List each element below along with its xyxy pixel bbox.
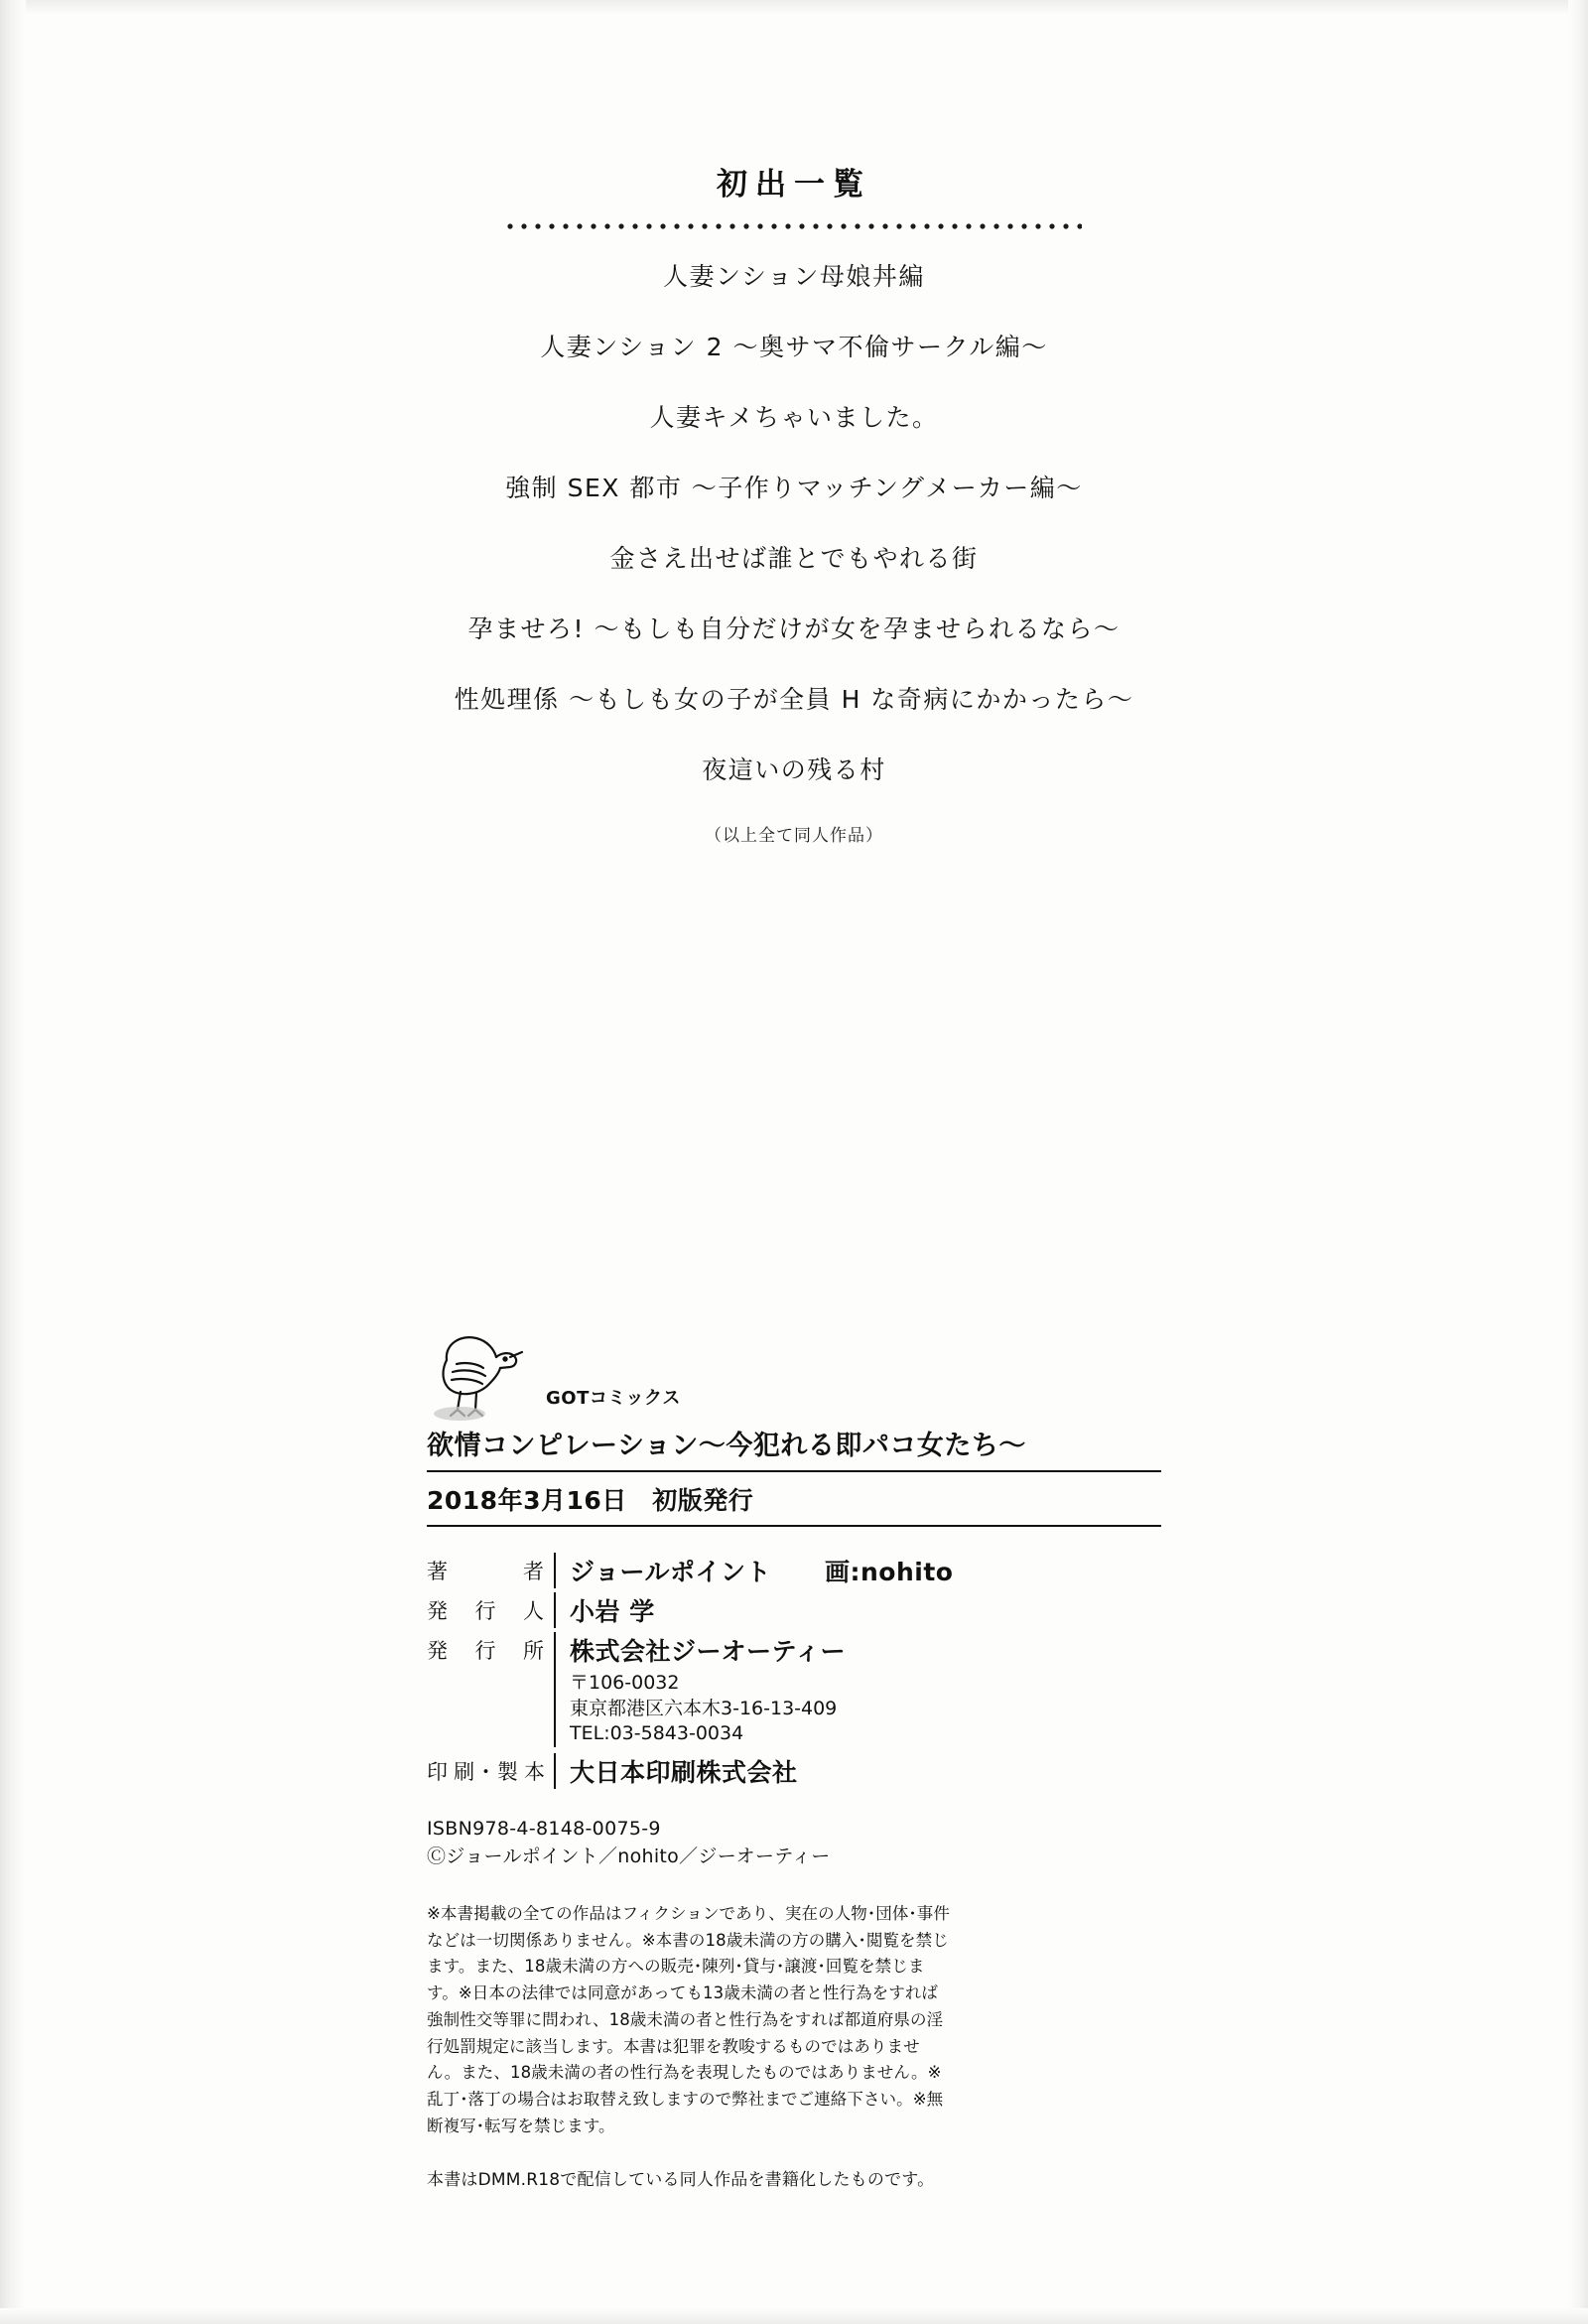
isbn-number: ISBN978-4-8148-0075-9 <box>427 1817 661 1840</box>
page-edge-bottom <box>0 2308 1588 2324</box>
list-item: 金さえ出せば誰とでもやれる街 <box>609 544 979 573</box>
imprint-row <box>427 1330 1161 1422</box>
staff-label: 印刷･製本 <box>427 1759 544 1784</box>
bird-logo-icon <box>427 1330 538 1422</box>
table-row <box>427 1553 1161 1588</box>
credits-list <box>0 257 1588 786</box>
column-divider <box>554 1592 556 1628</box>
colophon-section <box>427 1330 1161 2190</box>
list-item: 孕ませろ! ～もしも自分だけが女を孕ませられるなら～ <box>467 615 1121 643</box>
column-divider <box>554 1753 556 1789</box>
staff-value: 小岩 学 <box>570 1597 655 1626</box>
column-divider <box>554 1553 556 1588</box>
copyright-line: Ⓒジョールポイント／nohito／ジーオーティー <box>427 1846 831 1868</box>
isbn-block <box>427 1815 1161 1871</box>
staff-value: 株式会社ジーオーティー <box>570 1637 847 1666</box>
list-item: 性処理係 ～もしも女の子が全員 H な奇病にかかったら～ <box>454 685 1134 714</box>
staff-label: 発 行 人 <box>427 1599 544 1623</box>
list-item: 強制 SEX 都市 ～子作りマッチングメーカー編～ <box>505 474 1083 502</box>
credits-section <box>0 159 1588 846</box>
list-item: 夜這いの残る村 <box>702 755 886 784</box>
column-divider <box>554 1632 556 1747</box>
staff-label: 発 行 所 <box>427 1639 544 1663</box>
table-row <box>427 1592 1161 1628</box>
table-row <box>427 1632 1161 1747</box>
publish-date: 2018年3月16日 初版発行 <box>427 1481 1161 1527</box>
staff-value: 大日本印刷株式会社 <box>570 1757 798 1787</box>
publisher-address <box>570 1671 846 1747</box>
table-row <box>427 1753 1161 1789</box>
staff-label: 著 者 <box>427 1560 544 1583</box>
page-edge-top <box>0 0 1588 14</box>
publisher-block <box>570 1632 846 1747</box>
illustrator-name: 画:nohito <box>825 1558 954 1586</box>
credits-heading: 初出一覧 <box>717 167 871 203</box>
book-title: 欲情コンピレーション～今犯れる即パコ女たち～ <box>427 1424 1161 1472</box>
imprint-label: GOTコミックス <box>546 1388 681 1409</box>
legal-notice: ※本書掲載の全ての作品はフィクションであり、実在の人物･団体･事件などは一切関係ありません。※本書の18歳未満の方の購入･閲覧を禁じます。また、18歳未満の方への販売･陳列･貸与･譲渡･回覧を禁じます。※日本の法律では同意があっても13歳未満の者と性行為をすれば強制性交等罪に問われ、18歳未満の者と性行為をすれば都道府県の淫行処罰規定に該当します。本書は犯罪を教唆するものではありません。また、18歳未満の者の性行為を表現したものではありません。※乱丁･落丁の場合はお取替え致しますので弊社までご連絡下さい。※無断複写･転写を禁じます。 <box>427 1903 950 2135</box>
author-name: ジョールポイント <box>570 1558 772 1586</box>
list-item: 人妻ンション 2 ～奥サマ不倫サークル編～ <box>540 333 1048 361</box>
staff-value <box>570 1553 953 1588</box>
address-postal: 〒106-0032 <box>570 1672 680 1694</box>
list-item: 人妻キメちゃいました。 <box>649 403 939 432</box>
source-notice: 本書はDMM.R18で配信している同人作品を書籍化したものです。 <box>427 2170 935 2191</box>
list-item: 人妻ンション母娘丼編 <box>663 262 925 291</box>
credits-note: （以上全て同人作品） <box>705 826 883 846</box>
address-tel: TEL:03-5843-0034 <box>570 1722 744 1745</box>
address-street: 東京都港区六本木3-16-13-409 <box>570 1697 838 1719</box>
dotted-divider <box>506 221 1082 231</box>
staff-table <box>427 1553 1161 1789</box>
